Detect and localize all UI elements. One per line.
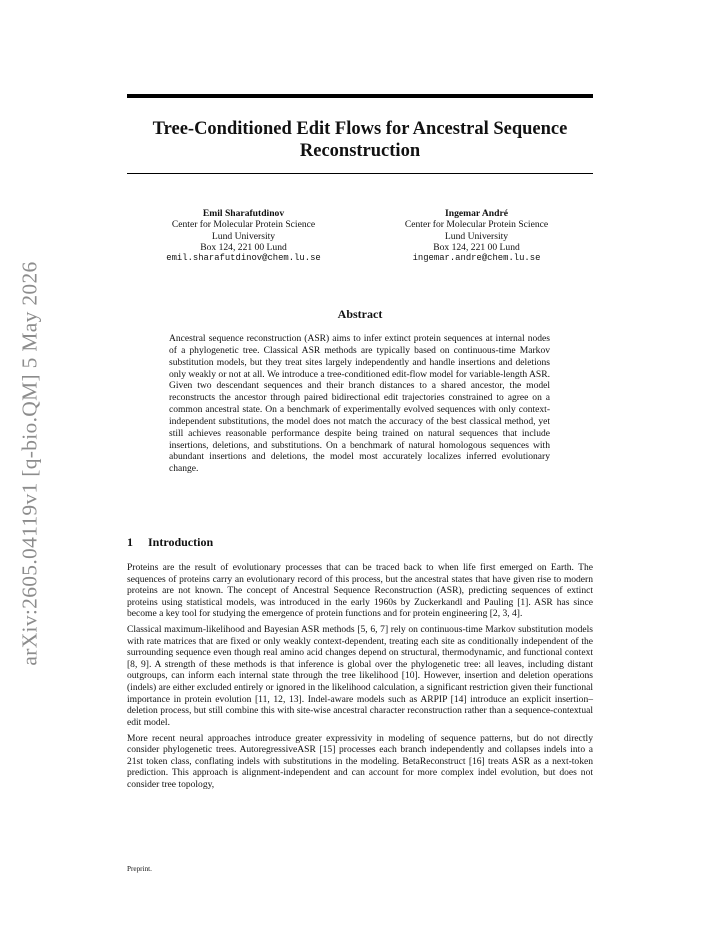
introduction-body [127,562,593,795]
paragraph: Proteins are the result of evolutionary processes that can be traced back to when life first emerged on Earth. The sequences of proteins carry an evolutionary record of this process, but the ancestral states that have given rise to modern proteins are not known. The concept of Ancestral Sequence Reconstruction (ASR), predicting sequences of extinct proteins using statistical models, was introduced in the early 1960s by Zuckerkandl and Pauling [1]. ASR has since become a key tool for studying the emergence of protein functions and for protein engineering [2, 3, 4]. [127,562,593,620]
author-address: Box 124, 221 00 Lund [433,241,520,253]
author-university: Lund University [444,230,509,242]
author-name: Emil Sharafutdinov [202,208,285,219]
abstract-text: Ancestral sequence reconstruction (ASR) aims to infer extinct protein sequences at internal nodes of a phylogenetic tree. Classical ASR methods are typically based on continuous-time Markov substitution models, but they treat sites largely independently and handle insertions and deletions only weakly or not at all. We introduce a tree-conditioned edit-flow model for variable-length ASR. Given two descendant sequences and their branch distances to a shared ancestor, the model reconstructs the ancestor through paired bidirectional edit trajectories constrained to agree on a common ancestral state. On a benchmark of experimentally evolved sequences with only context-independent substitutions, the model does not match the accuracy of the best classical method, yet still achieves reasonable performance despite being trained on natural sequences that include insertions, deletions, and substitutions. On a benchmark of natural homologous sequences with abundant insertions and deletions, the model most accurately localizes inferred evolutionary change. [169,333,550,475]
author-email[interactable]: emil.sharafutdinov@chem.lu.se [166,253,321,264]
title-rule-bottom [127,173,593,174]
section-number: 1 [127,535,133,549]
paragraph: Classical maximum-likelihood and Bayesian ASR methods [5, 6, 7] rely on continuous-time Markov substitution models with rate matrices that are fixed or only weakly context-dependent, treating each site as conditionally independent of the surrounding sequence even though real amino acid changes depend on structural, thermodynamic, and functional context [8, 9]. A strength of these methods is that inference is global over the phylogenetic tree: all leaves, including distant outgroups, can inform each internal state through the tree likelihood [10]. However, insertion and deletion operations (indels) are either excluded entirely or ignored in the likelihood calculation, a significant restriction given their functional importance in protein evolution [11, 12, 13]. Indel-aware models such as ARPIP [14] introduce an explicit insertion–deletion process, but still combine this with site-wise ancestral character reconstruction rather than a sequence-contextual edit model. [127,624,593,728]
abstract-heading: Abstract [337,307,383,321]
author-affiliation: Center for Molecular Protein Science [171,219,316,231]
preprint-footer: Preprint. [127,865,152,873]
section-title: Introduction [148,535,214,549]
title-rule-top [127,94,593,98]
author-1 [127,208,360,264]
author-address: Box 124, 221 00 Lund [200,241,287,253]
author-2 [360,208,593,264]
section-heading [127,535,213,550]
author-email[interactable]: ingemar.andre@chem.lu.se [412,253,541,264]
author-university: Lund University [211,230,276,242]
arxiv-watermark [8,238,52,688]
author-name: Ingemar André [445,208,508,219]
author-block [127,208,593,264]
arxiv-id-text: arXiv:2605.04119v1 [q-bio.QM] 5 May 2026 [17,260,42,666]
paper-title: Tree-Conditioned Edit Flows for Ancestral Sequence Reconstruction [152,119,568,161]
paragraph: More recent neural approaches introduce greater expressivity in modeling of sequence patterns, but do not directly consider phylogenetic trees. AutoregressiveASR [15] processes each branch independently and collapses indels into a 21st token class, conflating indels with substitutions in the modeling. BetaReconstruct [16] treats ASR as a next-token prediction. This approach is alignment-independent and can account for more complex indel evolution, but does not consider tree topology, [127,732,593,790]
author-affiliation: Center for Molecular Protein Science [404,219,549,231]
